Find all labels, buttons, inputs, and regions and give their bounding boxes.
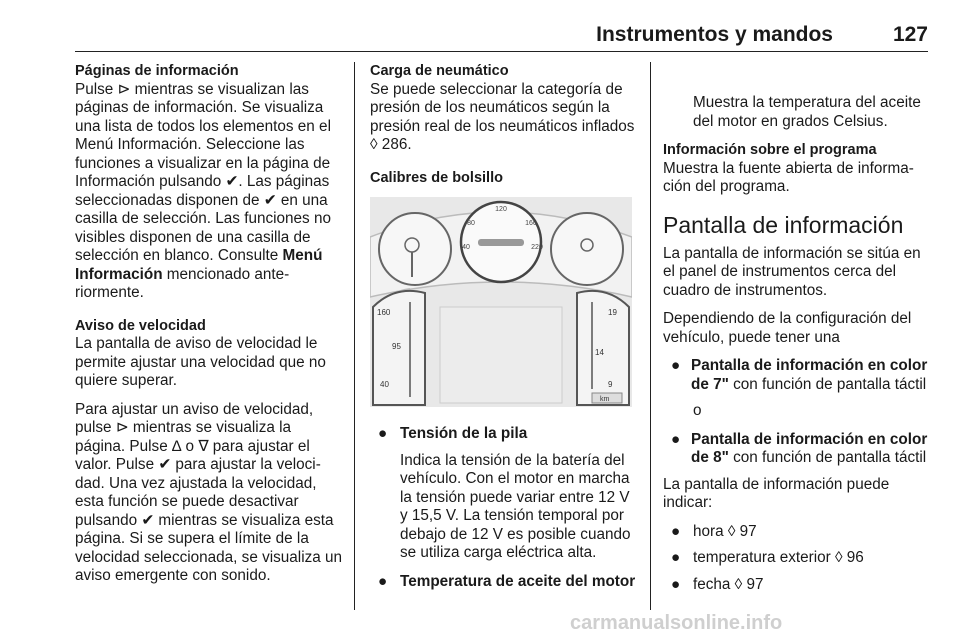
bullet-title: Pantalla de información en color de 8" <box>691 430 928 466</box>
svg-text:95: 95 <box>392 342 401 351</box>
bullet-icon: ● <box>671 430 681 448</box>
text: con función de pantalla táctil <box>728 375 927 393</box>
paragraph: La pantalla de información puede indicar: <box>663 475 890 511</box>
paragraph: La pantalla de información se sitúa en el panel de instrumentos cerca del cuadro de instrumentos. <box>663 244 921 299</box>
text: Pulse ⊳ mientras se visualizan las páginas de información. Se visualiza una lista de todos los elementos en el Menú Información. Seleccione las funciones a visualizar en la página de Información pulsando ✔. Las páginas seleccionadas disponen de ✔ en una casilla de selección. Las funciones no visibles disponen de una casilla de selección en blanco. Consulte <box>75 80 331 264</box>
paragraph: Muestra la temperatura del aceite del motor en grados Celsius. <box>693 94 921 130</box>
svg-text:9: 9 <box>608 380 613 389</box>
svg-text:160: 160 <box>377 308 391 317</box>
page-number: 127 <box>892 23 928 46</box>
bullet-icon: ● <box>671 522 681 540</box>
svg-text:km: km <box>600 396 610 403</box>
instrument-cluster-illustration <box>370 197 632 407</box>
heading-calibres-bolsillo: Calibres de bolsillo <box>370 169 503 186</box>
heading-paginas-informacion: Páginas de información <box>75 63 239 79</box>
page-header <box>75 18 928 48</box>
heading-carga-neumatico: Carga de neumático <box>370 63 509 79</box>
column-1 <box>75 62 345 596</box>
paragraph: Dependiendo de la configuración del vehículo, puede tener una <box>663 310 912 346</box>
bullet-icon: ● <box>378 572 388 590</box>
svg-text:80: 80 <box>467 220 475 227</box>
section-title: Instrumentos y mandos <box>596 23 833 46</box>
list-text: fecha ◊ 97 <box>693 575 764 593</box>
gauge-cluster-graphic <box>370 197 632 407</box>
paragraph: o <box>693 402 702 419</box>
column-divider <box>354 62 355 610</box>
svg-text:19: 19 <box>608 308 617 317</box>
paragraph: Indica la tensión de la batería del vehículo. Con el motor en marcha la tensión puede variar entre 12 V y 15,5 V. La tensión temporal por debajo de 12 V es posible cuando se utiliza carga eléctrica alta. <box>400 451 631 561</box>
list-item <box>370 573 640 592</box>
paragraph: La pantalla de aviso de velocidad le permite ajustar una velocidad que no quiere superar. <box>75 335 326 389</box>
list-item <box>663 431 933 468</box>
bullet-title: Temperatura de aceite del motor <box>400 572 636 590</box>
svg-text:220: 220 <box>531 244 543 251</box>
list-item <box>663 523 933 542</box>
bullet-icon: ● <box>671 549 681 566</box>
heading-pantalla-informacion: Pantalla de información <box>663 211 904 238</box>
svg-text:14: 14 <box>595 348 604 357</box>
heading-aviso-velocidad: Aviso de velocidad <box>75 317 206 334</box>
svg-text:40: 40 <box>462 244 470 251</box>
text: mencionado anteriormente. <box>75 265 290 301</box>
paragraph <box>75 81 345 303</box>
bullet-icon: ● <box>378 425 388 442</box>
list-text: temperatura exterior ◊ 96 <box>693 549 864 566</box>
column-2 <box>370 62 640 599</box>
bullet-title: Pantalla de información en color de 7" <box>691 357 928 393</box>
bullet-icon: ● <box>671 575 681 593</box>
column-3 <box>663 62 933 602</box>
list-item <box>663 549 933 568</box>
list-text: hora ◊ 97 <box>693 522 757 540</box>
header-divider <box>75 51 928 52</box>
bullet-title: Tensión de la pila <box>400 425 528 442</box>
column-divider <box>650 62 651 610</box>
paragraph: Muestra la fuente abierta de información del programa. <box>663 159 914 195</box>
text: con función de pantalla táctil <box>728 449 927 466</box>
list-item <box>663 576 933 595</box>
svg-text:120: 120 <box>495 206 507 213</box>
menu-reference: Menú Información <box>75 247 323 283</box>
bullet-icon: ● <box>671 357 681 374</box>
list-item <box>663 357 933 394</box>
watermark: carmanualsonline.info <box>570 612 783 634</box>
paragraph: Se puede seleccionar la categoría de presión de los neumáticos según la presión real de los neumáticos inflados ◊ 286. <box>370 80 635 153</box>
svg-text:160: 160 <box>525 220 537 227</box>
svg-text:40: 40 <box>380 380 389 389</box>
paragraph: Para ajustar un aviso de velocidad, pulse ⊳ mientras se visualiza la página. Pulse ∆ o ∇ para ajustar el valor. Pulse ✔ para ajustar la velocidad. Una vez ajustada la velocidad, esta función se puede desactivar pulsando ✔ mientras se visualiza esta página. Si se supera el límite de la velocidad seleccionada, se visualiza un aviso emergente con sonido. <box>75 400 343 584</box>
list-item <box>370 425 640 444</box>
heading-informacion-programa: Información sobre el programa <box>663 142 877 158</box>
